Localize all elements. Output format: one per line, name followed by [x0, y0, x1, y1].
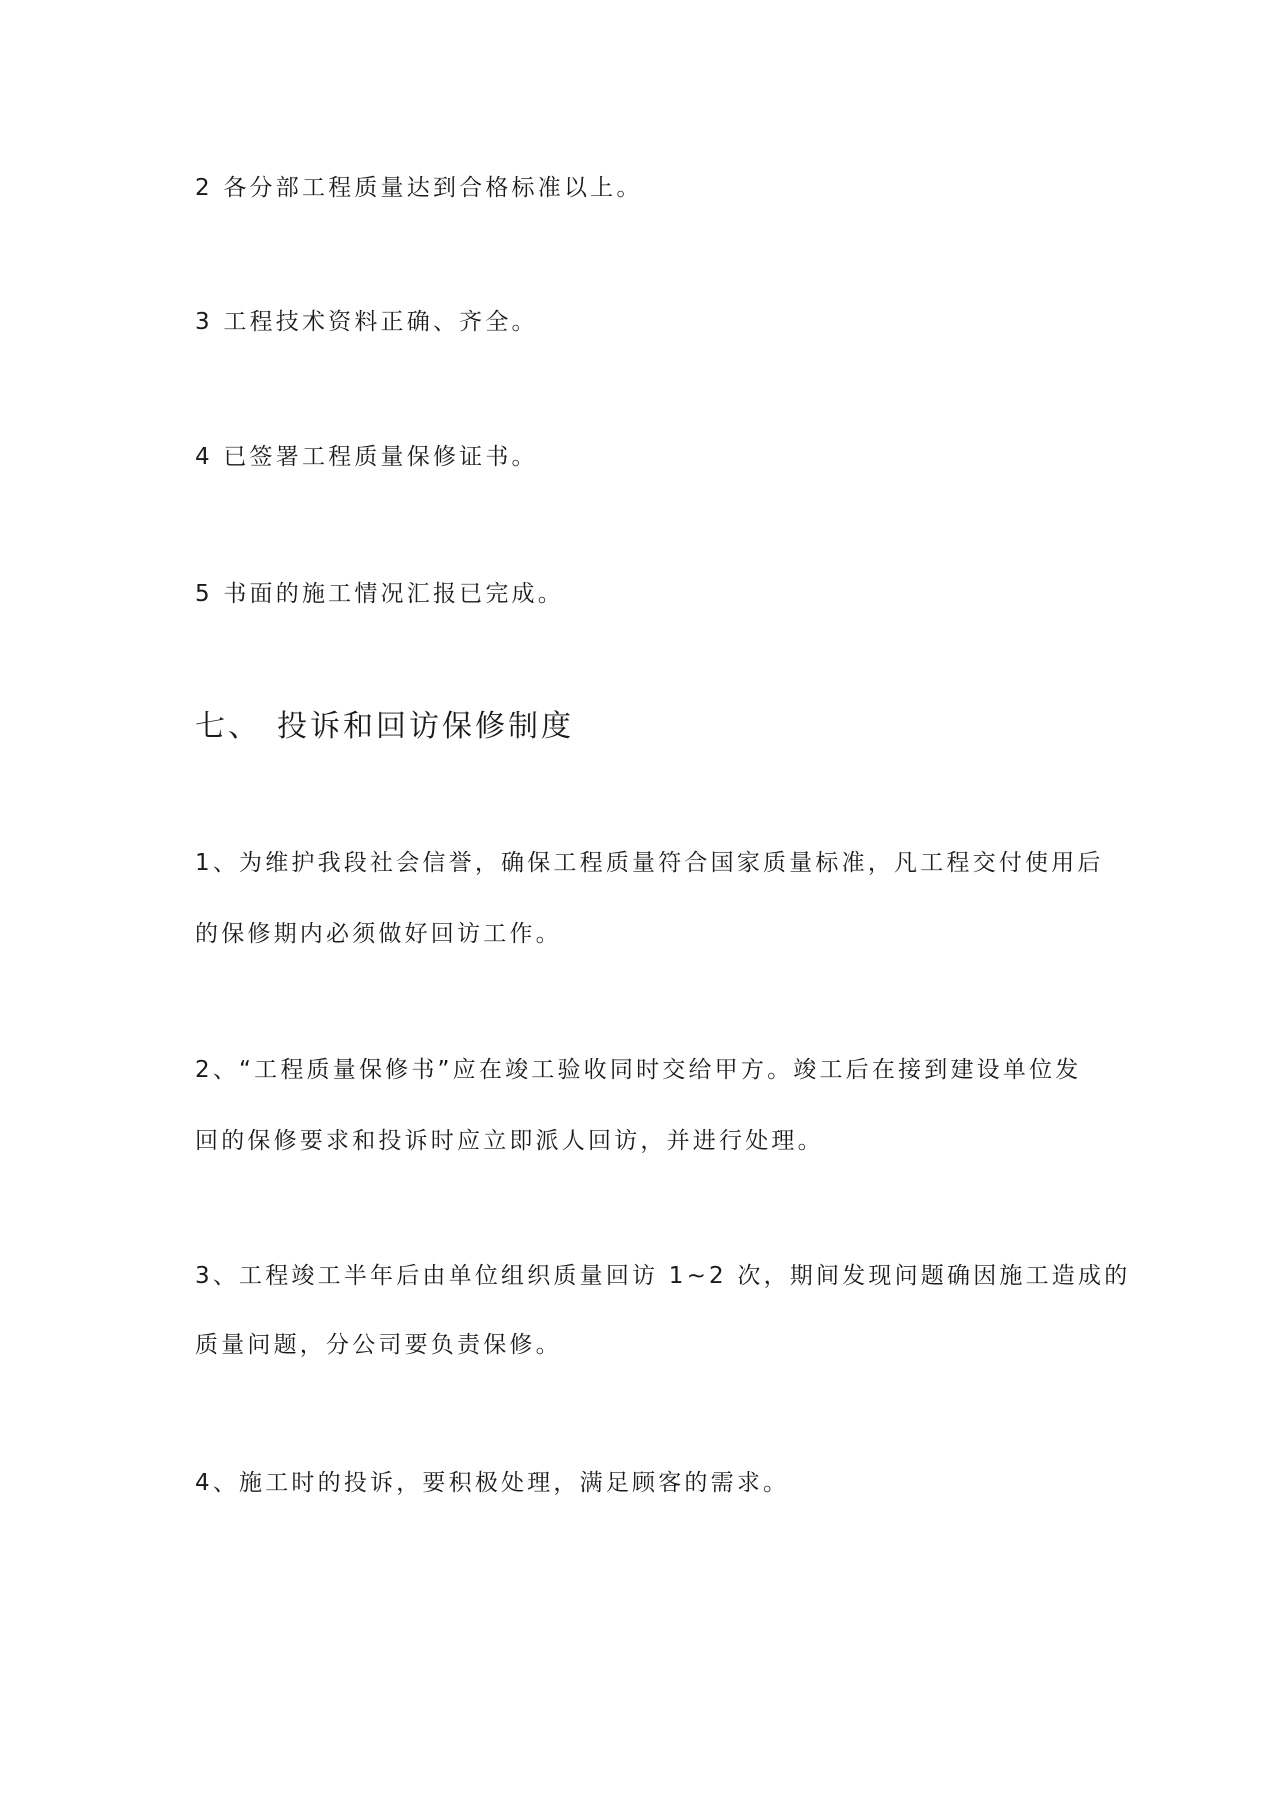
paragraph-line: 1、为维护我段社会信誉，确保工程质量符合国家质量标准，凡工程交付使用后 — [195, 850, 1104, 876]
paragraph-line: 回的保修要求和投诉时应立即派人回访，并进行处理。 — [195, 1128, 824, 1154]
paragraph-line: 质量问题，分公司要负责保修。 — [195, 1332, 562, 1358]
list-item: 2 各分部工程质量达到合格标准以上。 — [195, 175, 643, 201]
section-heading — [195, 707, 574, 747]
list-item: 4 已签署工程质量保修证书。 — [195, 444, 538, 470]
section-title: 投诉和回访保修制度 — [277, 709, 574, 744]
paragraph-line: 4、施工时的投诉，要积极处理，满足顾客的需求。 — [195, 1470, 790, 1496]
list-item: 5 书面的施工情况汇报已完成。 — [195, 581, 564, 607]
list-item: 3 工程技术资料正确、齐全。 — [195, 309, 538, 335]
paragraph-line: 的保修期内必须做好回访工作。 — [195, 921, 562, 947]
paragraph-line: 3、工程竣工半年后由单位组织质量回访 1~2 次，期间发现问题确因施工造成的 — [195, 1263, 1131, 1289]
paragraph-line: 2、“工程质量保修书”应在竣工验收同时交给甲方。竣工后在接到建设单位发 — [195, 1057, 1082, 1083]
section-number: 七、 — [195, 709, 261, 744]
